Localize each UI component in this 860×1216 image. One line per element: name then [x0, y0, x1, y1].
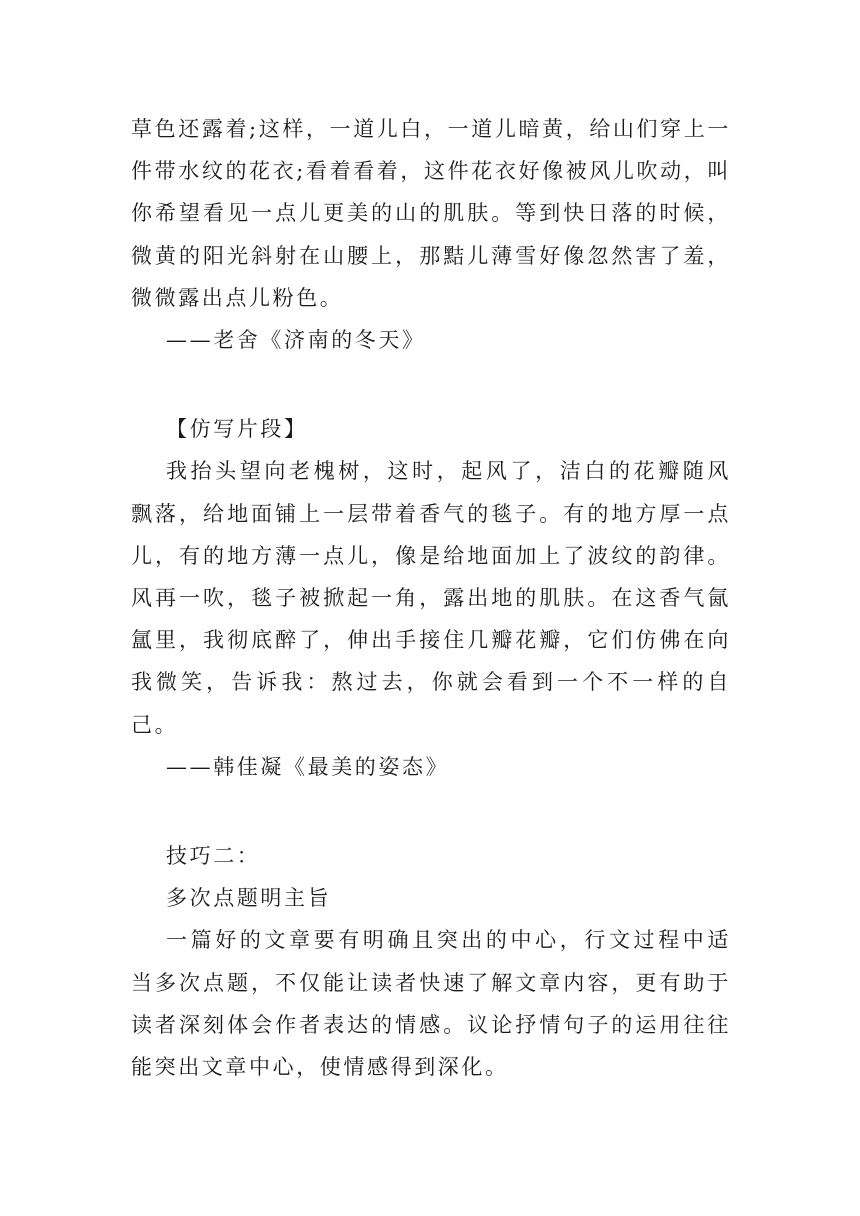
imitation-attribution: ——韩佳凝《最美的姿态》 [166, 754, 450, 779]
imitation-heading: 【仿写片段】 [166, 417, 308, 442]
technique-label: 技巧二： [166, 844, 261, 869]
section-gap [131, 361, 731, 408]
imitation-paragraph: 我抬头望向老槐树，这时，起风了，洁白的花瓣随风飘落，给地面铺上一层带着香气的毯子。有的地方厚一点儿，有的地方薄一点儿，像是给地面加上了波纹的韵律。风再一吹，毯子被掀起一角，露出地的肌肤。在这香气氤氲里，我彻底醉了，伸出手接住几瓣花瓣，它们仿佛在向我微笑，告诉我：熬过去，你就会看到一个不一样的自己。 [131, 459, 731, 737]
document-body [131, 108, 731, 1088]
excerpt-attribution: ——老舍《济南的冬天》 [166, 328, 426, 353]
excerpt-paragraph: 草色还露着;这样，一道儿白，一道儿暗黄，给山们穿上一件带水纹的花衣;看着看着，这件花衣好像被风儿吹动，叫你希望看见一点儿更美的山的肌肤。等到快日落的时候，微黄的阳光斜射在山腰上，那黠儿薄雪好像忽然害了羞，微微露出点儿粉色。 [131, 117, 731, 310]
section-gap [131, 788, 731, 835]
technique-title: 多次点题明主旨 [166, 886, 332, 911]
technique-paragraph: 一篇好的文章要有明确且突出的中心，行文过程中适当多次点题，不仅能让读者快速了解文章内容，更有助于读者深刻体会作者表达的情感。议论抒情句子的运用往往能突出文章中心，使情感得到深化。 [131, 928, 731, 1080]
